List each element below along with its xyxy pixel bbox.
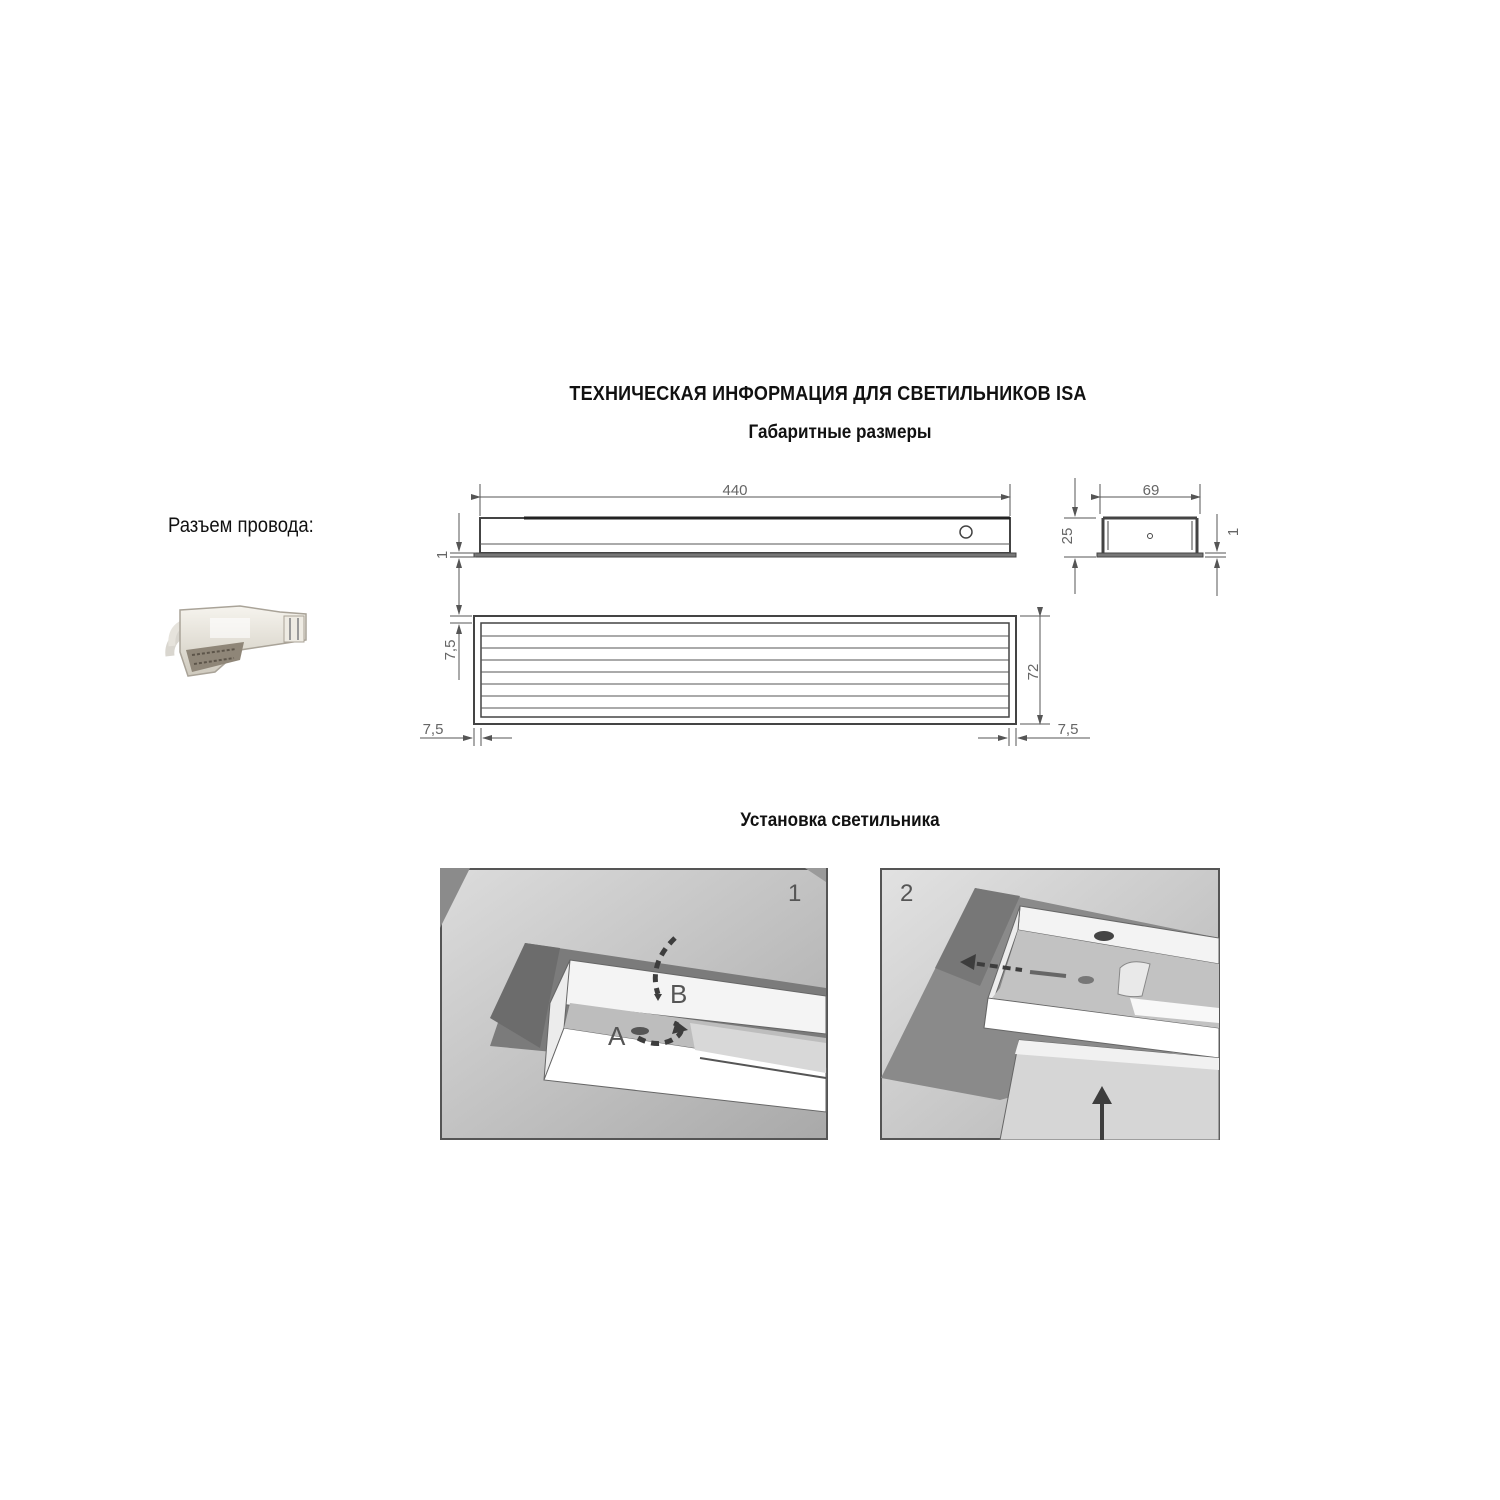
label-a: A [608, 1021, 626, 1051]
dim-width-side: 69 [1142, 482, 1160, 499]
step-2-number: 2 [900, 880, 914, 907]
dim-offset-right: 7,5 [1057, 721, 1079, 738]
dim-offset-left: 7,5 [422, 721, 444, 738]
dim-flange-side: 1 [1225, 527, 1242, 537]
dim-flange-top: 1 [434, 550, 451, 560]
installation-step-2-illustration [880, 868, 1222, 1140]
step-1-number: 1 [788, 880, 802, 907]
label-b: B [670, 979, 688, 1009]
installation-step-1-illustration [440, 868, 830, 1140]
dim-width-plan: 72 [1025, 663, 1042, 681]
dim-height: 25 [1059, 527, 1076, 545]
dim-offset-top: 7,5 [442, 639, 459, 661]
installation-heading: Установка светильника [740, 810, 940, 831]
dim-length: 440 [722, 482, 748, 499]
page-title: ТЕХНИЧЕСКАЯ ИНФОРМАЦИЯ ДЛЯ СВЕТИЛЬНИКОВ ISA [569, 383, 1087, 405]
connector-label: Разъем провода: [168, 514, 314, 537]
dimensions-heading: Габаритные размеры [748, 422, 932, 443]
